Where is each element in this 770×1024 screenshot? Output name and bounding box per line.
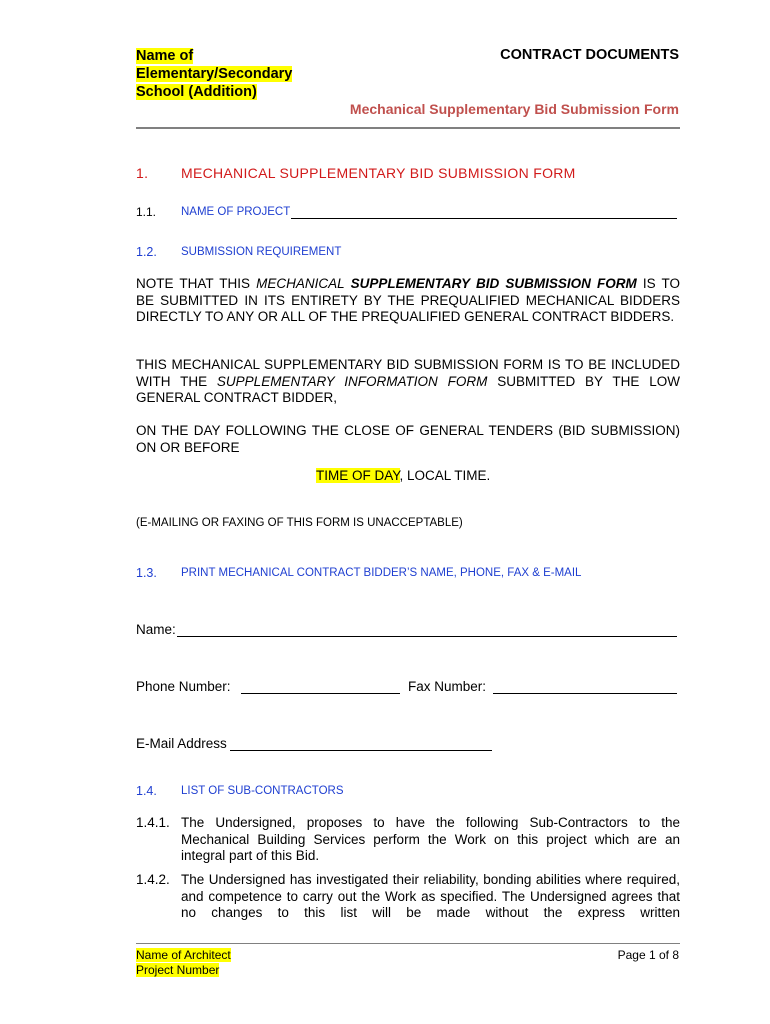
note-lead: NOTE THAT THIS [136, 276, 257, 291]
header-divider [136, 127, 680, 129]
item-number: 1.4.1. [136, 815, 170, 830]
name-label: Name: [136, 622, 176, 637]
architect-name: Name of Architect [136, 948, 231, 962]
school-name-line1: Name of [136, 48, 194, 64]
form-subtitle: Mechanical Supplementary Bid Submission Form [349, 101, 679, 117]
project-name-field[interactable] [291, 218, 677, 219]
name-input-line[interactable] [177, 636, 677, 637]
school-name-block [136, 47, 292, 101]
fax-input-line[interactable] [493, 693, 677, 694]
time-line [316, 468, 490, 483]
phone-label: Phone Number: [136, 679, 231, 694]
para2-lead: THIS MECHANICAL SUPPLEMENTARY BID SUBMISSION FORM IS TO BE INCLUDED WITH THE [136, 357, 680, 389]
s1-2-number: 1.2. [136, 245, 157, 259]
inclusion-paragraph [136, 357, 680, 407]
phone-input-line[interactable] [241, 693, 400, 694]
section-title: MECHANICAL SUPPLEMENTARY BID SUBMISSION FORM [181, 165, 576, 181]
s1-4-label: LIST OF SUB-CONTRACTORS [181, 785, 344, 797]
s1-1-number: 1.1. [136, 205, 157, 219]
email-input-line[interactable] [230, 750, 492, 751]
fax-label: Fax Number: [408, 679, 487, 694]
s1-2-label: SUBMISSION REQUIREMENT [181, 246, 342, 258]
project-number: Project Number [136, 963, 220, 977]
item-number: 1.4.2. [136, 872, 170, 887]
note-italic: MECHANICAL [256, 276, 351, 291]
s1-1-label: NAME OF PROJECT [181, 206, 291, 218]
item-text: The Undersigned, proposes to have the following Sub-Contractors to the Mechanical Building Services perform the Work on this project which are an integral part of this Bid. [181, 815, 680, 863]
school-name-line2: Elementary/Secondary [136, 66, 293, 82]
email-label: E-Mail Address [136, 736, 227, 751]
s1-4-number: 1.4. [136, 784, 157, 798]
deadline-paragraph: ON THE DAY FOLLOWING THE CLOSE OF GENERAL TENDERS (BID SUBMISSION) ON OR BEFORE [136, 423, 680, 455]
school-name-line3: School (Addition) [136, 84, 257, 100]
item-text: The Undersigned has investigated their reliability, bonding abilities where required, and competence to carry out the Work as specified. The Undersigned agrees that no changes to this list will be made without the express written [181, 872, 680, 920]
s1-3-label: PRINT MECHANICAL CONTRACT BIDDER’S NAME, PHONE, FAX & E-MAIL [181, 567, 582, 579]
note-bold-italic: SUPPLEMENTARY BID SUBMISSION FORM [350, 276, 637, 291]
footer-left [136, 948, 231, 978]
time-line-rest: , LOCAL TIME. [399, 468, 491, 483]
doc-title: CONTRACT DOCUMENTS [500, 47, 679, 63]
note-rest: IS TO BE SUBMITTED IN ITS ENTIRETY BY THE PREQUALIFIED MECHANICAL BIDDERS DIRECTLY TO ANY OR ALL OF THE PREQUALIFIED GENERAL CONTRACT BIDDERS. [136, 276, 680, 324]
section-number: 1. [136, 165, 149, 181]
note-paragraph [136, 276, 680, 326]
page-number: Page 1 of 8 [617, 948, 679, 962]
footer-divider [136, 943, 680, 944]
s1-3-number: 1.3. [136, 566, 157, 580]
para2-italic: SUPPLEMENTARY INFORMATION FORM [216, 373, 488, 389]
time-of-day-highlight: TIME OF DAY [316, 468, 400, 483]
emailing-note: (E-MAILING OR FAXING OF THIS FORM IS UNACCEPTABLE) [136, 517, 463, 529]
para2-rest: SUBMITTED BY THE LOW GENERAL CONTRACT BIDDER, [136, 373, 680, 405]
